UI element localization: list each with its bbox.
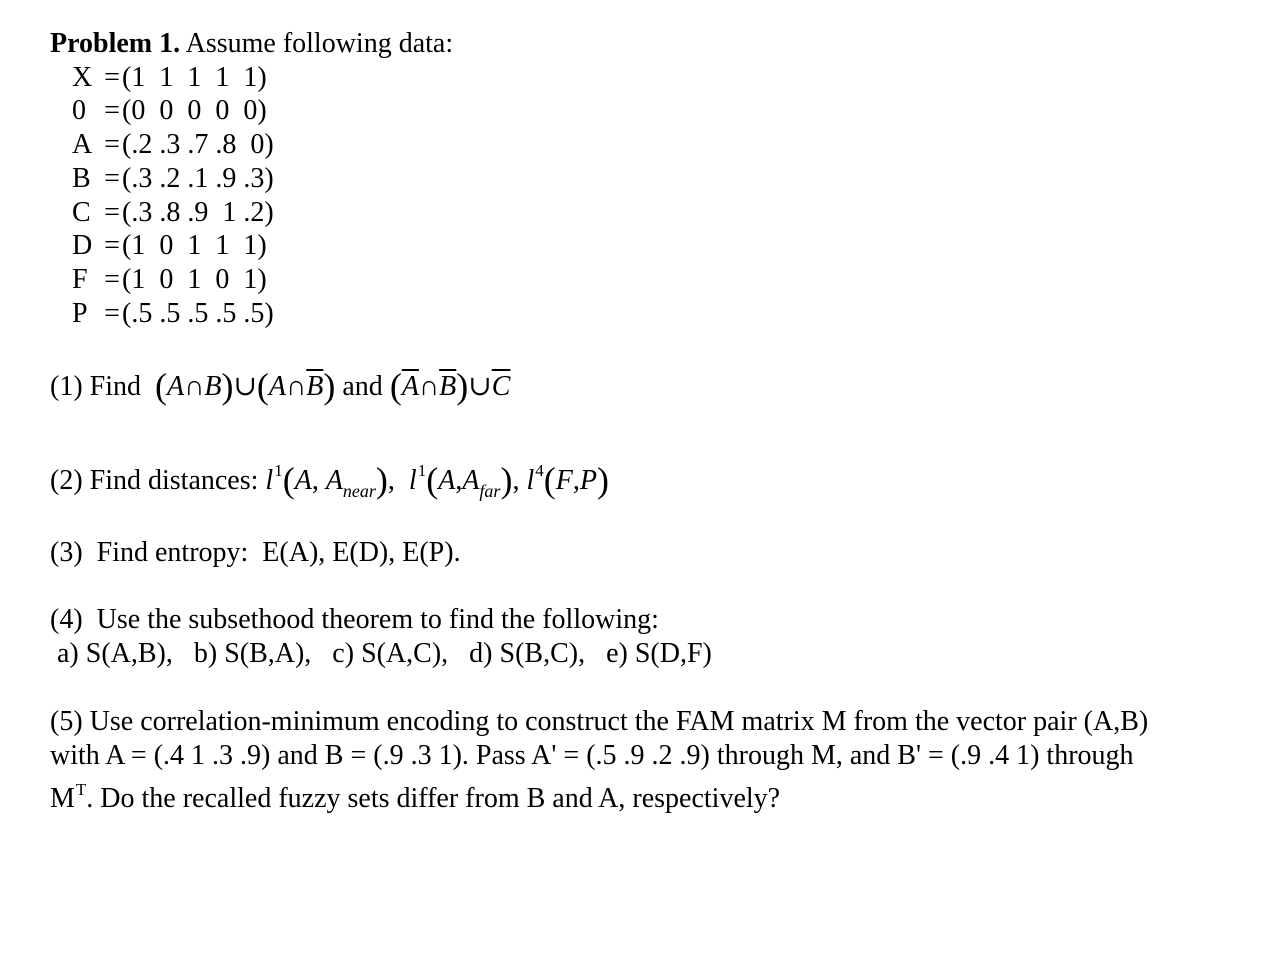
data-row-a	[72, 129, 274, 161]
q1-formula-2: $(\overline{A}\cap\overline{B})\cup\overline{C}$	[389, 366, 511, 406]
q2-distance-near: $l^1(A$, $A_{near}$)	[265, 460, 388, 501]
vector-name: C	[72, 197, 91, 228]
equals-sign: =	[104, 197, 120, 228]
vector-name: 0	[72, 95, 86, 126]
problem-heading	[50, 28, 453, 60]
question-4-line-2: a) S(A,B), b) S(B,A), c) S(A,C), d) S(B,C), e) S(D,F)	[50, 638, 712, 669]
question-5-line-2: with A = (.4 1 .3 .9) and B = (.9 .3 1). Pass A' = (.5 .9 .2 .9) through M, and B' = (.9 .4 1) through	[50, 740, 1134, 771]
problem-intro: Assume following data:	[185, 28, 454, 59]
equals-sign: =	[104, 230, 120, 261]
question-2: (2) Find distances: $l^1(A$, $A_{near}$), $l^1(A,A_{far})$, $l^4(F,P)$	[50, 460, 609, 501]
data-row-c	[72, 197, 274, 229]
equals-sign: =	[104, 95, 120, 126]
data-row-zero	[72, 95, 267, 127]
vector-values: (.3 .8 .9 1 .2)	[122, 197, 274, 228]
equals-sign: =	[104, 129, 120, 160]
q1-label: (1) Find	[50, 371, 141, 402]
vector-values: (1 0 1 0 1)	[122, 264, 267, 295]
vector-values: (1 1 1 1 1)	[122, 62, 267, 93]
question-5-line-3-text: . Do the recalled fuzzy sets differ from B and A, respectively?	[86, 783, 781, 814]
equals-sign: =	[104, 298, 120, 329]
vector-values: (.2 .3 .7 .8 0)	[122, 129, 274, 160]
vector-values: (.5 .5 .5 .5 .5)	[122, 298, 274, 329]
vector-name: A	[72, 129, 93, 160]
data-row-b	[72, 163, 274, 195]
vector-name: B	[72, 163, 91, 194]
question-5-line-1: (5) Use correlation-minimum encoding to construct the FAM matrix M from the vector pair (A,B)	[50, 706, 1149, 737]
matrix-m: M	[50, 783, 75, 814]
q2-distance-fp: $l^4(F,P)$	[526, 460, 609, 500]
data-row-x	[72, 62, 267, 94]
vector-name: P	[72, 298, 88, 329]
vector-name: F	[72, 264, 88, 295]
data-row-d	[72, 230, 267, 262]
equals-sign: =	[104, 163, 120, 194]
data-row-p	[72, 298, 274, 330]
question-4-line-1: (4) Use the subsethood theorem to find the following:	[50, 604, 659, 635]
vector-values: (1 0 1 1 1)	[122, 230, 267, 261]
equals-sign: =	[104, 62, 120, 93]
question-5-line-3	[50, 774, 780, 815]
vector-name: X	[72, 62, 93, 93]
q2-distance-far: $l^1(A,A_{far})$	[408, 460, 513, 501]
question-1	[50, 366, 511, 406]
transpose-superscript: T	[75, 780, 87, 799]
question-3: (3) Find entropy: E(A), E(D), E(P).	[50, 537, 461, 568]
vector-name: D	[72, 230, 93, 261]
q1-formula-1: $(A\cap B)\cup(A\cap\overline{B})$	[155, 366, 336, 406]
q2-label: (2) Find distances:	[50, 465, 259, 496]
equals-sign: =	[104, 264, 120, 295]
vector-values: (.3 .2 .1 .9 .3)	[122, 163, 274, 194]
q1-and: and	[342, 371, 383, 402]
data-row-f	[72, 264, 267, 296]
vector-values: (0 0 0 0 0)	[122, 95, 267, 126]
problem-title: Problem 1.	[50, 28, 181, 59]
